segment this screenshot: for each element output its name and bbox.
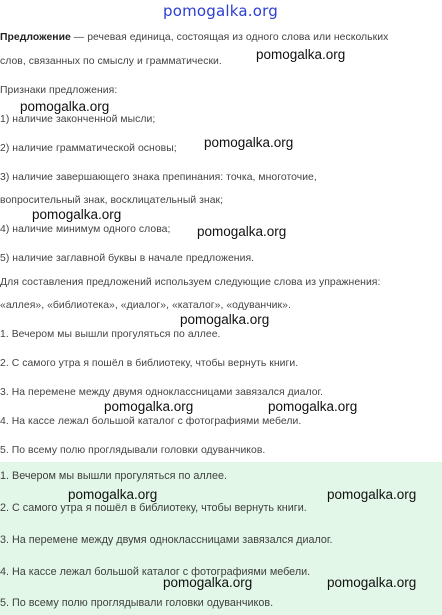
sentence-item: 2. С самого утра я пошёл в библиотеку, чтобы вернуть книги. xyxy=(0,358,299,369)
sentence-item: 4. На кассе лежал большой каталог с фотографиями мебели. xyxy=(0,416,302,427)
watermark: pomogalka.org xyxy=(20,99,110,114)
feature-item: вопросительный знак, восклицательный знак; xyxy=(0,195,224,206)
answer-item: 1. Вечером мы вышли прогуляться по аллее. xyxy=(0,470,227,482)
watermark: pomogalka.org xyxy=(256,47,346,62)
task-text: Для составления предложений используем следующие слова из упражнения: xyxy=(0,277,381,288)
watermark: pomogalka.org xyxy=(104,399,194,414)
watermark-top: pomogalka.org xyxy=(163,2,278,20)
features-title: Признаки предложения: xyxy=(0,85,118,96)
feature-item: 2) наличие грамматической основы; xyxy=(0,143,177,154)
definition-line-1 xyxy=(0,31,388,44)
answer-item: 3. На перемене между двумя одноклассницами завязался диалог. xyxy=(0,534,333,546)
answer-item: 4. На кассе лежал большой каталог с фотографиями мебели. xyxy=(0,566,311,578)
feature-item: 4) наличие минимум одного слова; xyxy=(0,224,171,235)
words-list: «аллея», «библиотека», «диалог», «каталог», «одуванчик». xyxy=(0,300,291,311)
sentence-item: 1. Вечером мы вышли прогуляться по аллее. xyxy=(0,329,221,340)
watermark: pomogalka.org xyxy=(204,135,294,150)
watermark: pomogalka.org xyxy=(197,224,287,239)
definition-term: Предложение xyxy=(0,32,71,43)
feature-item: 5) наличие заглавной буквы в начале предложения. xyxy=(0,253,255,264)
watermark: pomogalka.org xyxy=(163,575,253,590)
watermark: pomogalka.org xyxy=(327,575,417,590)
watermark: pomogalka.org xyxy=(268,399,358,414)
watermark: pomogalka.org xyxy=(68,487,158,502)
answer-item: 5. По всему полю проглядывали головки одуванчиков. xyxy=(0,597,274,609)
watermark: pomogalka.org xyxy=(180,312,270,327)
watermark: pomogalka.org xyxy=(32,207,122,222)
answer-item: 2. С самого утра я пошёл в библиотеку, чтобы вернуть книги. xyxy=(0,502,307,514)
feature-item: 1) наличие законченной мысли; xyxy=(0,114,156,125)
definition-text: — речевая единица, состоящая из одного слова или нескольких xyxy=(70,32,389,43)
sentence-item: 3. На перемене между двумя одноклассницами завязался диалог. xyxy=(0,387,324,398)
definition-line-2: слов, связанных по смыслу и грамматически. xyxy=(0,56,222,67)
feature-item: 3) наличие завершающего знака препинания: точка, многоточие, xyxy=(0,172,317,183)
watermark: pomogalka.org xyxy=(327,487,417,502)
sentence-item: 5. По всему полю проглядывали головки одуванчиков. xyxy=(0,445,266,456)
